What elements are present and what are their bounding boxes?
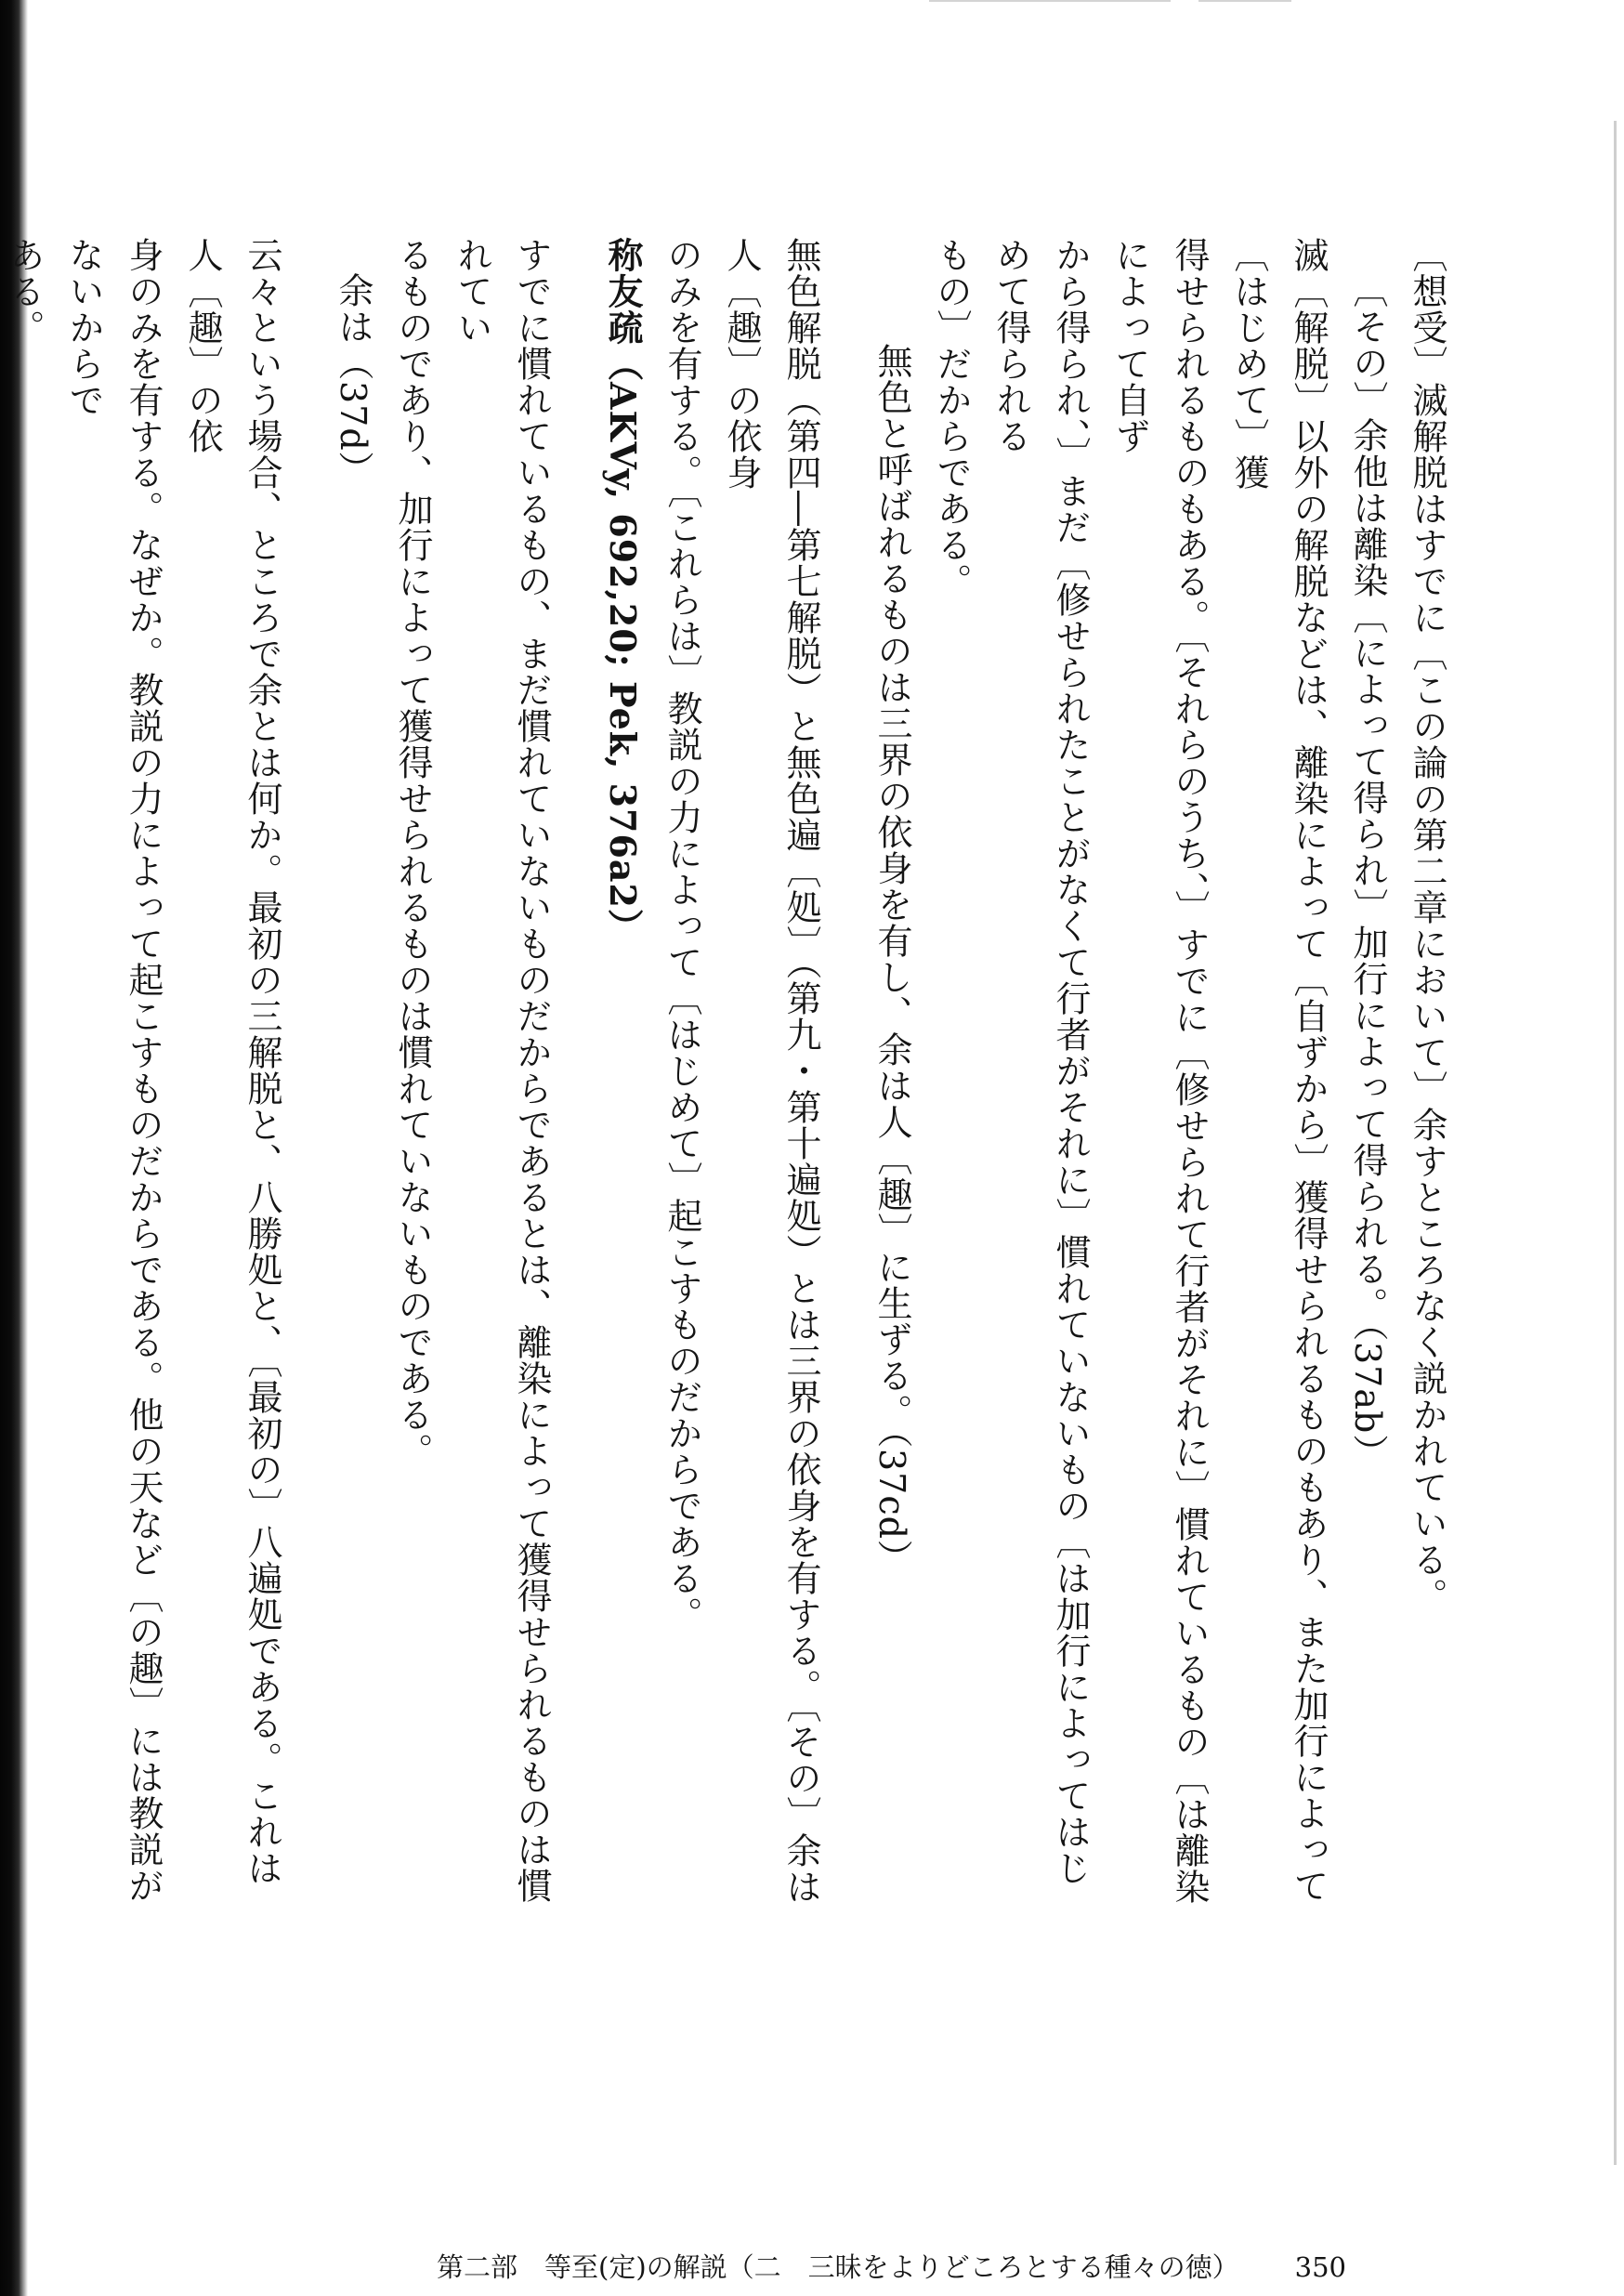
text-line: 滅〔解脱〕以外の解脱などは、離染によって〔自ずから〕獲得せられるものもあり、また加行によって〔はじめて〕獲 xyxy=(1228,237,1329,1904)
scan-top-mark xyxy=(1198,0,1291,2)
text-line: のみを有する。〔これらは〕教説の力によって〔はじめて〕起こすものだからである。 xyxy=(661,237,702,1633)
text-line: から得られ、〕まだ〔修せられたことがなくて行者がそれに〕慣れていないもの〔は加行によってはじめて得られる xyxy=(990,237,1091,1886)
text-line: 云々という場合、ところで余とは何か。最初の三解脱と、八勝処と、〔最初の〕八遍処である。これは人〔趣〕の依 xyxy=(182,237,282,1886)
text-line: ある。 xyxy=(4,237,45,346)
verse-line: 余は（37d） xyxy=(333,272,373,488)
text-line: るものであり、加行によって獲得せられるものは慣れていないものである。 xyxy=(392,237,433,1469)
running-title: 第二部 等至(定)の解説（二 三昧をよりどころとする種々の徳） xyxy=(437,2251,1239,2283)
page-number: 350 xyxy=(1294,2251,1346,2283)
section-heading: 称友疏（AKVy, 692,20; Pek, 376a2） xyxy=(602,237,644,945)
scan-right-edge xyxy=(1614,121,1617,2165)
page-footer xyxy=(437,2247,1346,2285)
text-line: 得せられるものもある。〔それらのうち、〕すでに〔修せられて行者がそれに〕慣れているもの〔は離染によって自ず xyxy=(1109,237,1210,1905)
verse-line: 無色と呼ばれるものは三界の依身を有し、余は人〔趣〕に生ずる。（37cd） xyxy=(871,343,912,1576)
text-line: 〔想受〕滅解脱はすでに〔この論の第二章において〕余すところなく説かれている。 xyxy=(1407,237,1447,1614)
text-line: もの〕だからである。 xyxy=(931,237,972,599)
vertical-text-body xyxy=(4,237,1457,1909)
verse-line: 〔その〕余他は離染〔によって得られ〕加行によって得られる。（37ab） xyxy=(1347,272,1388,1471)
text-line: 無色解脱（第四―第七解脱）と無色遍〔処〕（第九・第十遍処）とは三界の依身を有する。〔その〕余は人〔趣〕の依身 xyxy=(721,237,821,1905)
text-line: 身のみを有する。なぜか。教説の力によって起こすものだからである。他の天など〔の趣〕には教説がないからで xyxy=(63,237,164,1904)
scan-top-mark xyxy=(929,0,1171,2)
text-line: すでに慣れているもの、まだ慣れていないものだからであるとは、離染によって獲得せられるものは慣れてい xyxy=(452,237,552,1904)
